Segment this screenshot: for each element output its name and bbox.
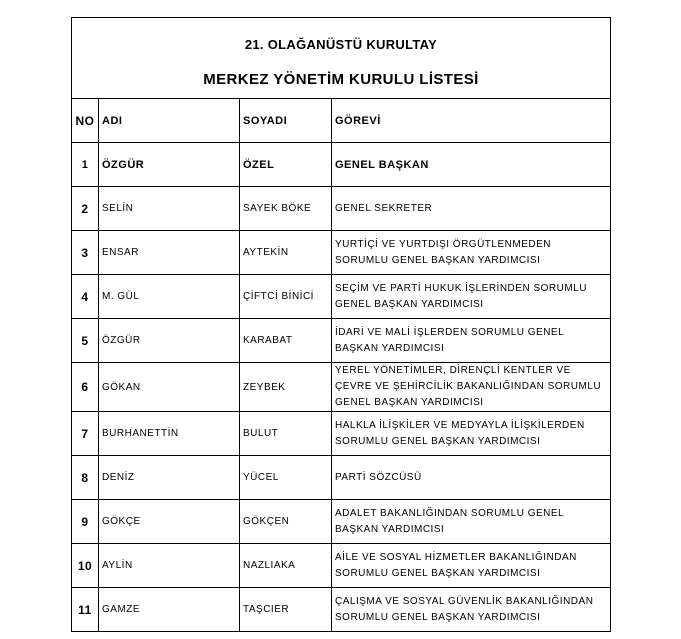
cell-soyadi: KARABAT	[240, 319, 332, 363]
cell-adi: GÖKAN	[99, 363, 240, 412]
committee-table	[71, 17, 611, 632]
cell-no: 10	[72, 544, 99, 588]
cell-no: 4	[72, 275, 99, 319]
cell-soyadi: BULUT	[240, 412, 332, 456]
header-no: NO	[72, 99, 99, 143]
cell-no: 6	[72, 363, 99, 412]
table-row	[72, 456, 611, 500]
cell-adi: AYLİN	[99, 544, 240, 588]
cell-adi: GAMZE	[99, 588, 240, 632]
cell-no: 11	[72, 588, 99, 632]
cell-soyadi: ZEYBEK	[240, 363, 332, 412]
cell-no: 2	[72, 187, 99, 231]
table-row	[72, 187, 611, 231]
cell-no: 7	[72, 412, 99, 456]
table-row	[72, 363, 611, 412]
cell-gorevi: GENEL SEKRETER	[332, 187, 611, 231]
header-row	[72, 99, 611, 143]
document-title: 21. OLAĞANÜSTÜ KURULTAY	[244, 36, 438, 52]
table-row	[72, 143, 611, 187]
cell-soyadi: NAZLIAKA	[240, 544, 332, 588]
cell-adi: SELİN	[99, 187, 240, 231]
cell-no: 8	[72, 456, 99, 500]
table-row	[72, 500, 611, 544]
cell-gorevi: ÇALIŞMA VE SOSYAL GÜVENLİK BAKANLIĞINDAN SORUMLU GENEL BAŞKAN YARDIMCISI	[332, 588, 611, 632]
title-row	[72, 18, 611, 99]
cell-gorevi: YEREL YÖNETİMLER, DİRENÇLİ KENTLER VE ÇEVRE VE ŞEHİRCİLİK BAKANLIĞINDAN SORUMLU GENEL BAŞKAN YARDIMCISI	[332, 363, 611, 412]
table-row	[72, 588, 611, 632]
cell-gorevi: PARTİ SÖZCÜSÜ	[332, 456, 611, 500]
cell-soyadi: YÜCEL	[240, 456, 332, 500]
table-row	[72, 319, 611, 363]
cell-no: 1	[72, 143, 99, 187]
cell-adi: ENSAR	[99, 231, 240, 275]
title-cell	[72, 18, 611, 99]
table-row	[72, 412, 611, 456]
cell-gorevi: SEÇİM VE PARTİ HUKUK İŞLERİNDEN SORUMLU GENEL BAŞKAN YARDIMCISI	[332, 275, 611, 319]
cell-soyadi: ÇİFTCİ BİNİCİ	[240, 275, 332, 319]
cell-gorevi: AİLE VE SOSYAL HİZMETLER BAKANLIĞINDAN SORUMLU GENEL BAŞKAN YARDIMCISI	[332, 544, 611, 588]
cell-gorevi: HALKLA İLİŞKİLER VE MEDYAYLA İLİŞKİLERDEN SORUMLU GENEL BAŞKAN YARDIMCISI	[332, 412, 611, 456]
cell-gorevi: ADALET BAKANLIĞINDAN SORUMLU GENEL BAŞKAN YARDIMCISI	[332, 500, 611, 544]
cell-adi: M. GÜL	[99, 275, 240, 319]
header-gorevi: GÖREVİ	[332, 99, 611, 143]
cell-adi: BURHANETTİN	[99, 412, 240, 456]
cell-soyadi: SAYEK BÖKE	[240, 187, 332, 231]
cell-gorevi: GENEL BAŞKAN	[332, 143, 611, 187]
cell-gorevi: YURTİÇİ VE YURTDIŞI ÖRGÜTLENMEDEN SORUMLU GENEL BAŞKAN YARDIMCISI	[332, 231, 611, 275]
table-row	[72, 544, 611, 588]
cell-soyadi: AYTEKİN	[240, 231, 332, 275]
cell-soyadi: ÖZEL	[240, 143, 332, 187]
cell-adi: GÖKÇE	[99, 500, 240, 544]
cell-adi: DENİZ	[99, 456, 240, 500]
document-subtitle: MERKEZ YÖNETİM KURULU LİSTESİ	[203, 70, 479, 88]
header-adi: ADI	[99, 99, 240, 143]
cell-gorevi: İDARİ VE MALİ İŞLERDEN SORUMLU GENEL BAŞKAN YARDIMCISI	[332, 319, 611, 363]
header-soyadi: SOYADI	[240, 99, 332, 143]
cell-adi: ÖZGÜR	[99, 319, 240, 363]
table-row	[72, 275, 611, 319]
cell-no: 5	[72, 319, 99, 363]
cell-soyadi: GÖKÇEN	[240, 500, 332, 544]
cell-no: 3	[72, 231, 99, 275]
cell-adi: ÖZGÜR	[99, 143, 240, 187]
table-row	[72, 231, 611, 275]
cell-no: 9	[72, 500, 99, 544]
cell-soyadi: TAŞCIER	[240, 588, 332, 632]
document-page	[71, 17, 610, 632]
